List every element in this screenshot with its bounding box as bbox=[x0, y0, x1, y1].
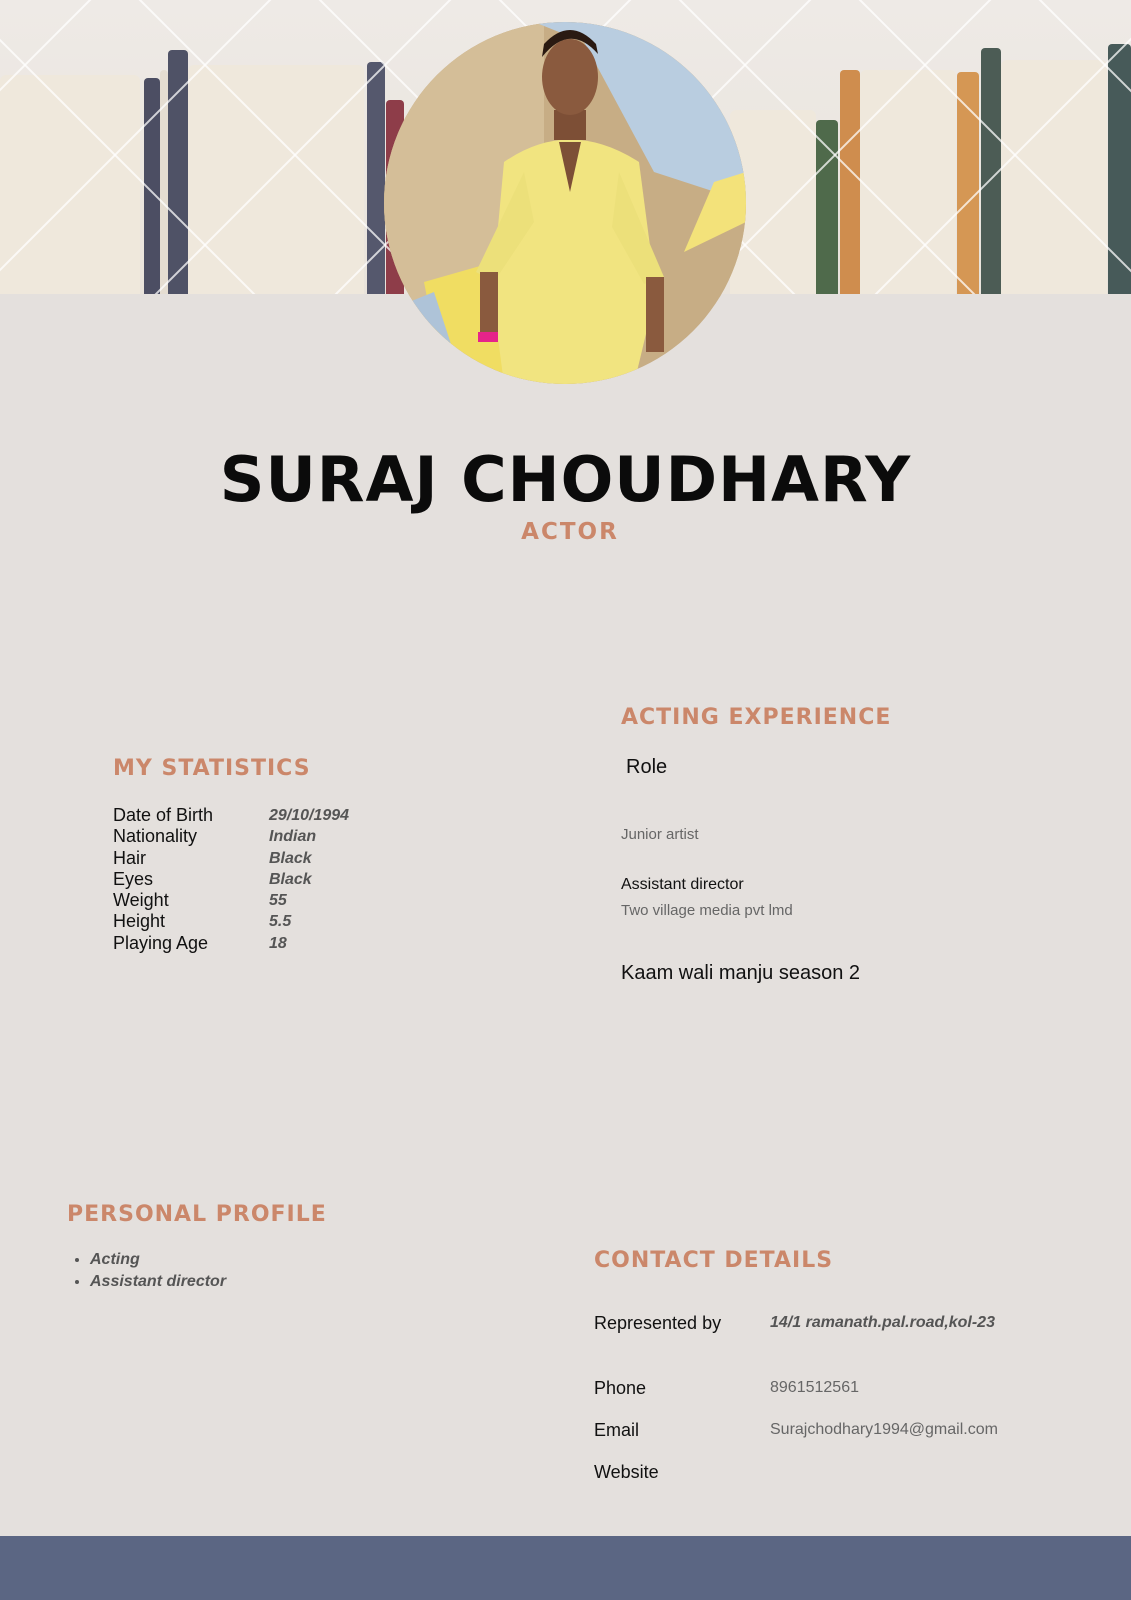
stat-value: 29/10/1994 bbox=[269, 807, 350, 824]
stat-label: Hair bbox=[113, 847, 147, 868]
experience-item-title: Assistant director bbox=[621, 876, 744, 893]
experience-item: Junior artist bbox=[621, 826, 699, 843]
stat-row bbox=[113, 869, 473, 890]
job-title: ACTOR bbox=[521, 519, 619, 545]
experience-role-label: Role bbox=[626, 756, 668, 778]
stat-row bbox=[113, 848, 473, 869]
profile-photo bbox=[384, 22, 746, 384]
experience-item-company: Two village media pvt lmd bbox=[621, 902, 793, 919]
stat-row bbox=[113, 826, 473, 847]
profile-list bbox=[72, 1249, 226, 1293]
person-portrait-image bbox=[384, 22, 746, 384]
stat-row bbox=[113, 890, 473, 911]
email-value: Surajchodhary1994@gmail.com bbox=[770, 1421, 998, 1438]
stat-value: 5.5 bbox=[269, 913, 292, 931]
stat-row bbox=[113, 805, 473, 826]
experience-show: Kaam wali manju season 2 bbox=[621, 962, 861, 984]
stat-value: 18 bbox=[269, 934, 287, 952]
list-item: • Assistant director bbox=[90, 1271, 226, 1293]
represented-label: Represented by bbox=[594, 1313, 722, 1333]
stat-row bbox=[113, 933, 473, 954]
phone-value: 8961512561 bbox=[770, 1379, 859, 1396]
person-name: SURAJ CHOUDHARY bbox=[219, 443, 912, 516]
stat-value: Black bbox=[269, 870, 312, 888]
statistics-heading: MY STATISTICS bbox=[113, 756, 311, 781]
stat-row bbox=[113, 911, 473, 932]
stat-value: Black bbox=[269, 849, 312, 867]
stat-label: Height bbox=[113, 911, 166, 932]
profile-heading: PERSONAL PROFILE bbox=[67, 1202, 327, 1227]
footer-bar bbox=[0, 1536, 1131, 1600]
stat-value: Indian bbox=[269, 828, 317, 846]
stat-label: Eyes bbox=[113, 868, 154, 889]
represented-value: 14/1 ramanath.pal.road,kol-23 bbox=[770, 1314, 995, 1331]
stat-label: Nationality bbox=[113, 826, 198, 847]
statistics-table bbox=[113, 805, 473, 954]
stat-value: 55 bbox=[269, 892, 287, 910]
contact-heading: CONTACT DETAILS bbox=[594, 1248, 834, 1273]
website-label: Website bbox=[594, 1462, 659, 1482]
phone-label: Phone bbox=[594, 1378, 647, 1398]
stat-label: Playing Age bbox=[113, 932, 209, 953]
email-label: Email bbox=[594, 1420, 640, 1440]
stat-label: Date of Birth bbox=[113, 805, 214, 825]
experience-heading: ACTING EXPERIENCE bbox=[621, 705, 892, 730]
stat-label: Weight bbox=[113, 890, 169, 911]
list-item: • Acting bbox=[90, 1249, 226, 1271]
